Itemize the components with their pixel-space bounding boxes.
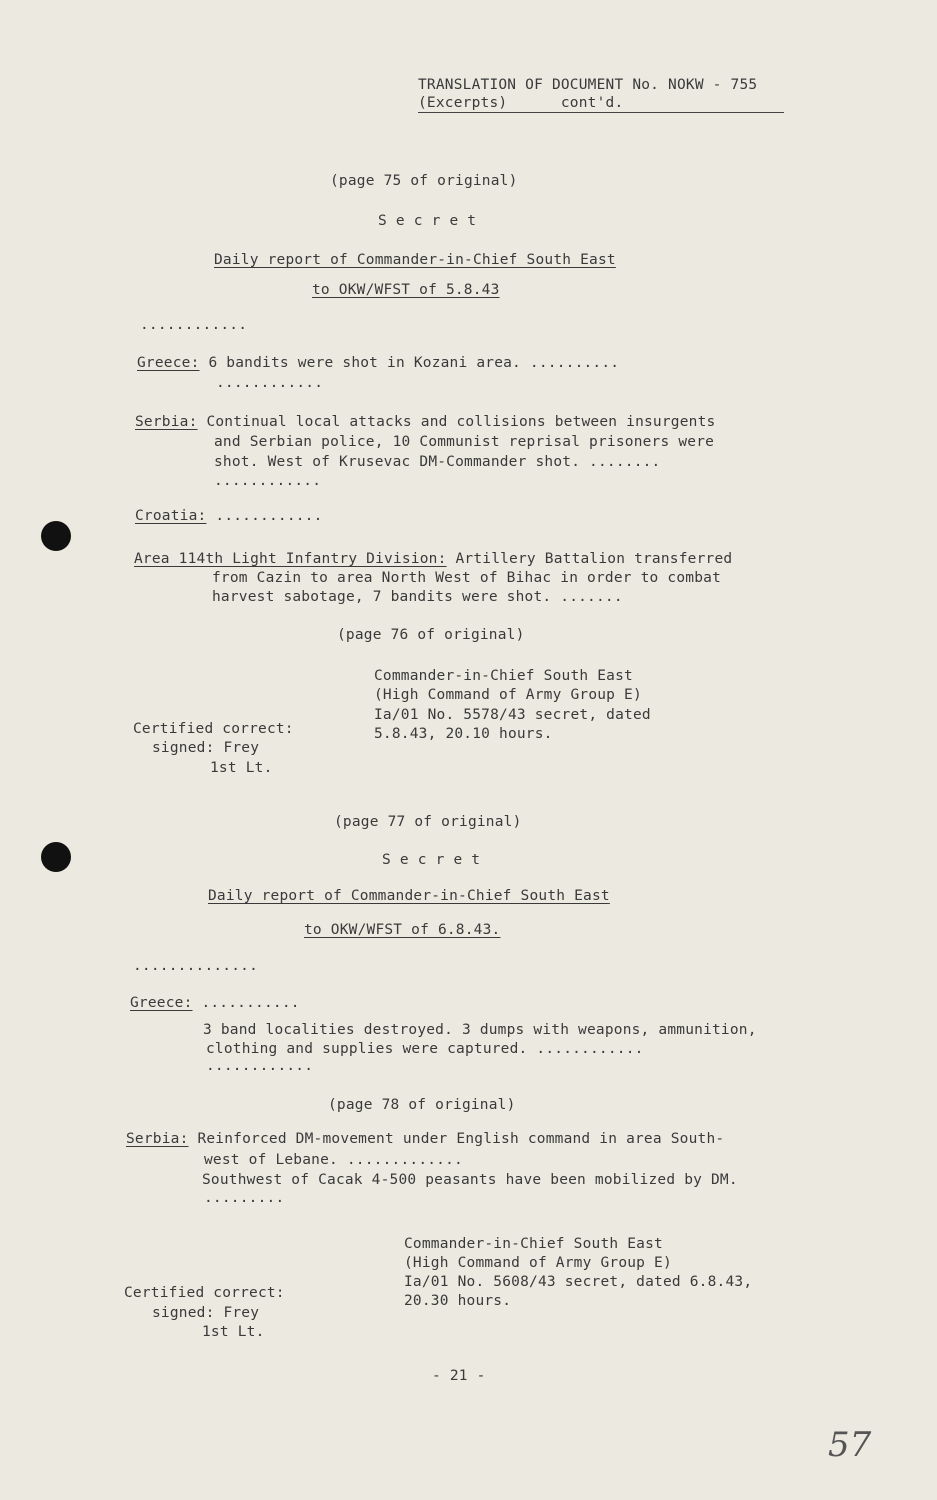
sig2-line-1: Commander-in-Chief South East bbox=[404, 1236, 663, 1252]
cert2-line-3: 1st Lt. bbox=[202, 1324, 265, 1340]
greece-dots: ............ bbox=[216, 375, 324, 391]
cert2-line-2: signed: Frey bbox=[152, 1305, 260, 1321]
serbia-line-2: and Serbian police, 10 Communist reprisal prisoners were bbox=[214, 434, 715, 450]
serbia2-dots: ......... bbox=[204, 1190, 285, 1206]
report-title-2: Daily report of Commander-in-Chief South East bbox=[208, 888, 610, 904]
area-line-1: Artillery Battalion transferred bbox=[446, 551, 733, 567]
area-label: Area 114th Light Infantry Division: bbox=[134, 551, 447, 567]
page-ref-77: (page 77 of original) bbox=[334, 814, 522, 830]
dots-2: .............. bbox=[133, 958, 259, 974]
cert1-line-2: signed: Frey bbox=[152, 740, 260, 756]
sig2-line-3: Ia/01 No. 5608/43 secret, dated 6.8.43, bbox=[404, 1274, 753, 1290]
page-ref-78: (page 78 of original) bbox=[328, 1097, 516, 1113]
greece2-line-2: clothing and supplies were captured. ............ bbox=[206, 1041, 644, 1057]
report-subtitle-1: to OKW/WFST of 5.8.43 bbox=[312, 282, 500, 298]
header-line-1: TRANSLATION OF DOCUMENT No. NOKW - 755 bbox=[418, 77, 758, 93]
serbia2-label: Serbia: bbox=[126, 1131, 189, 1147]
secret-heading-2: S e c r e t bbox=[382, 852, 481, 868]
serbia-line-3: shot. West of Krusevac DM-Commander shot. ........ bbox=[214, 454, 661, 470]
punch-hole-upper bbox=[41, 521, 71, 551]
croatia-label: Croatia: bbox=[135, 508, 207, 524]
header-line-2: (Excerpts) cont'd. bbox=[418, 95, 624, 111]
croatia-text: ............ bbox=[206, 508, 323, 524]
secret-heading-1: S e c r e t bbox=[378, 213, 477, 229]
cert1-line-3: 1st Lt. bbox=[210, 760, 273, 776]
report-title-1: Daily report of Commander-in-Chief South East bbox=[214, 252, 616, 268]
serbia-dots: ............ bbox=[214, 473, 322, 489]
page-ref-76: (page 76 of original) bbox=[337, 627, 525, 643]
greece2-text: ........... bbox=[192, 995, 300, 1011]
page-ref-75: (page 75 of original) bbox=[330, 173, 518, 189]
serbia-line-1: Continual local attacks and collisions between insurgents bbox=[197, 414, 716, 430]
serbia2-line-2: west of Lebane. ............. bbox=[204, 1152, 463, 1168]
handwritten-page-number: 57 bbox=[828, 1425, 872, 1465]
punch-hole-lower bbox=[41, 842, 71, 872]
sig2-line-2: (High Command of Army Group E) bbox=[404, 1255, 672, 1271]
sig1-line-4: 5.8.43, 20.10 hours. bbox=[374, 726, 553, 742]
greece2-line-1: 3 band localities destroyed. 3 dumps with weapons, ammunition, bbox=[203, 1022, 757, 1038]
cert2-line-1: Certified correct: bbox=[124, 1285, 285, 1301]
area-line-2: from Cazin to area North West of Bihac in order to combat bbox=[212, 570, 721, 586]
dots-1: ............ bbox=[140, 317, 248, 333]
serbia2-line-1: Reinforced DM-movement under English command in area South- bbox=[188, 1131, 725, 1147]
sig1-line-3: Ia/01 No. 5578/43 secret, dated bbox=[374, 707, 651, 723]
greece2-dots: ............ bbox=[206, 1058, 314, 1074]
serbia2-line-3: Southwest of Cacak 4-500 peasants have been mobilized by DM. bbox=[202, 1172, 738, 1188]
area-line-3: harvest sabotage, 7 bandits were shot. ....... bbox=[212, 589, 623, 605]
sig1-line-2: (High Command of Army Group E) bbox=[374, 687, 642, 703]
greece-label: Greece: bbox=[137, 355, 200, 371]
greece2-label: Greece: bbox=[130, 995, 193, 1011]
cert1-line-1: Certified correct: bbox=[133, 721, 294, 737]
header-rule bbox=[418, 112, 784, 113]
report-subtitle-2: to OKW/WFST of 6.8.43. bbox=[304, 922, 501, 938]
serbia-label: Serbia: bbox=[135, 414, 198, 430]
sig2-line-4: 20.30 hours. bbox=[404, 1293, 512, 1309]
greece-text: 6 bandits were shot in Kozani area. .......... bbox=[199, 355, 620, 371]
sig1-line-1: Commander-in-Chief South East bbox=[374, 668, 633, 684]
page-number: - 21 - bbox=[432, 1368, 486, 1384]
